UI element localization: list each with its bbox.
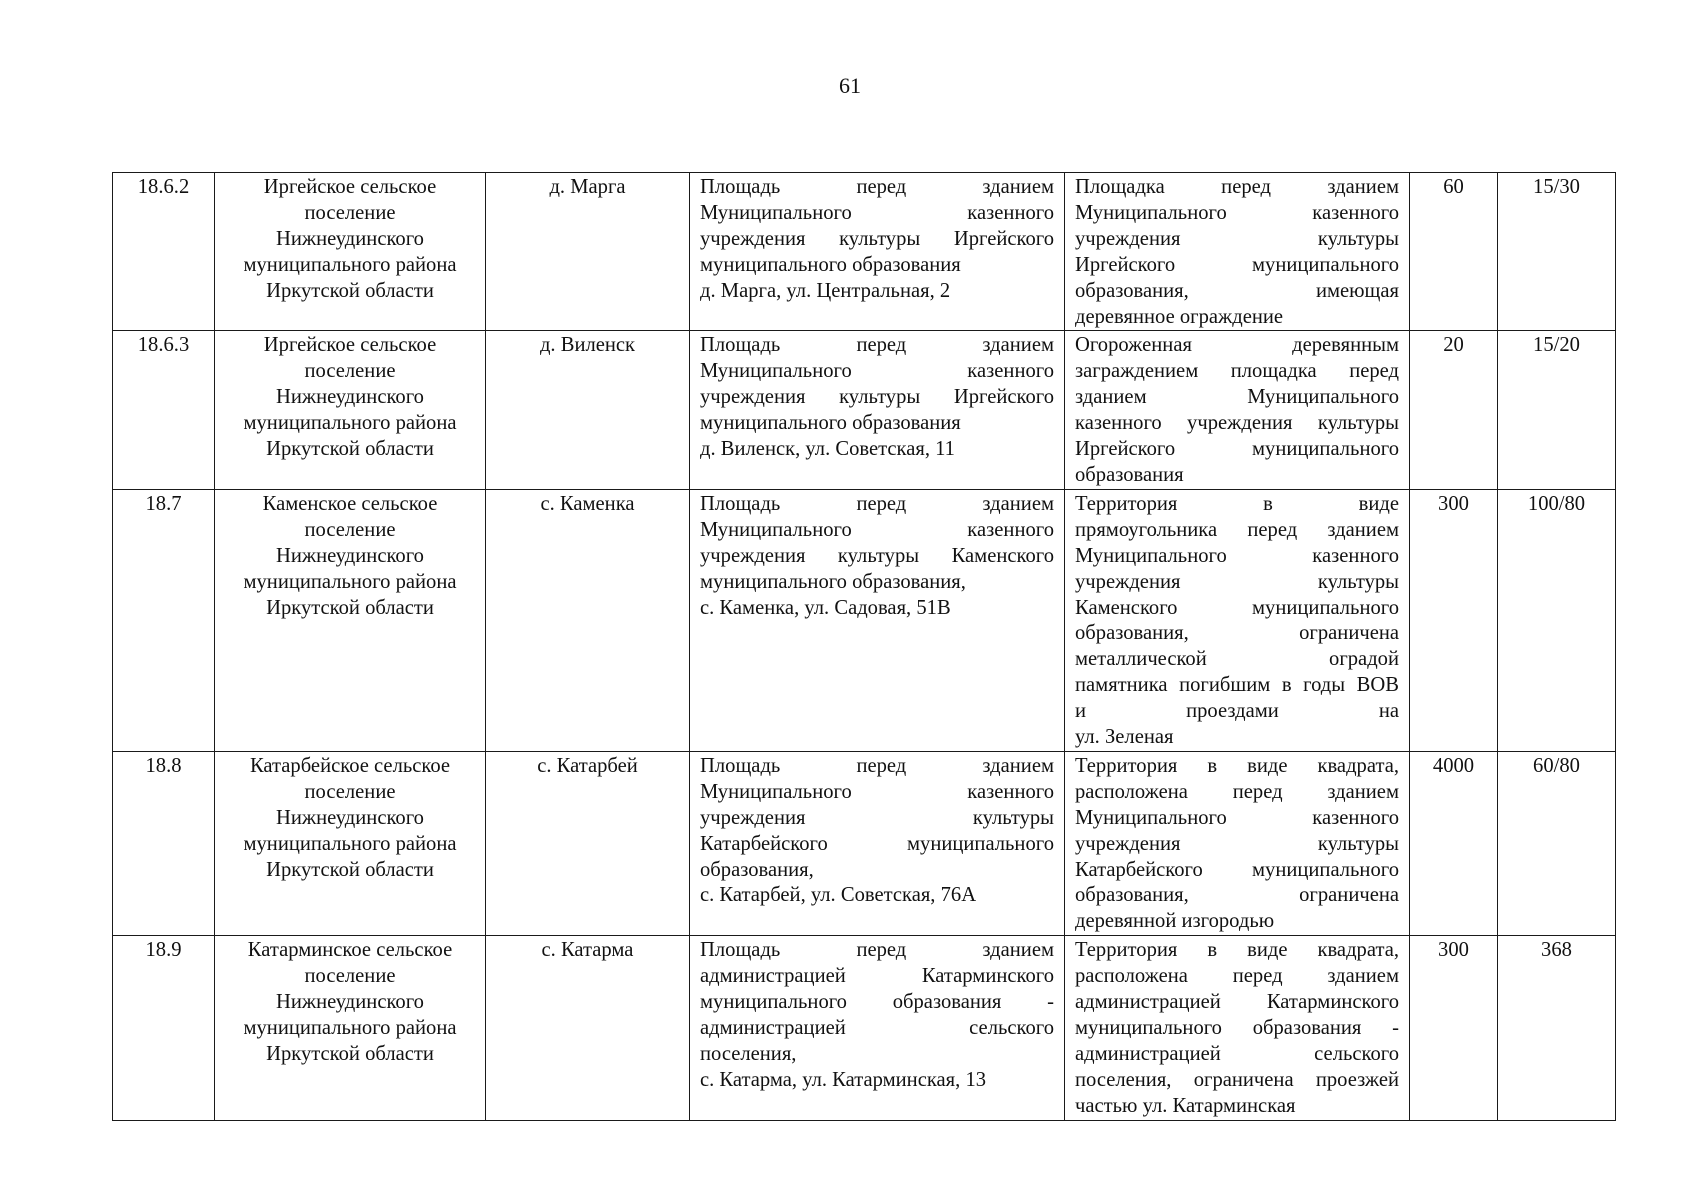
place-description-line: администрацией сельского [700,1017,1054,1039]
area-value: 300 [1410,936,1498,1120]
register-table [112,172,1616,1121]
place-description-line: д. Марга, ул. Центральная, 2 [700,279,951,302]
locality-name: д. Марга [486,173,690,331]
territory-description [1065,173,1410,331]
settlement-name-line: Иркутской области [266,438,434,461]
settlement-name-line: Нижнеудинского [276,544,424,567]
territory-description [1065,936,1410,1120]
dimensions-value: 15/30 [1498,173,1616,331]
place-description-line: Муниципального казенного [700,201,1054,224]
place-description-line: муниципального образования, [700,570,966,593]
territory-description-line: Территория в виде [1075,492,1399,515]
settlement-name-line: Нижнеудинского [276,806,424,829]
place-description-line: муниципального образования - [700,991,1054,1014]
area-value: 300 [1410,489,1498,751]
territory-description-line: частью ул. Катарминская [1075,1094,1296,1117]
settlement-name-line: муниципального района [243,412,457,435]
table-row [113,173,1616,331]
place-description-line: муниципального образования [700,412,961,435]
place-description [690,489,1065,751]
place-description-line: с. Катарма, ул. Катарминская, 13 [700,1068,987,1091]
place-description-line: учреждения культуры [700,806,1054,829]
territory-description-line: администрацией Катарминского [1075,991,1399,1014]
settlement-name-line: Иркутской области [266,858,434,881]
table-row [113,489,1616,751]
territory-description-line: учреждения культуры [1075,227,1399,250]
settlement-name-line: поселение [304,201,396,224]
place-description-line: Площадь перед зданием [700,176,1054,198]
settlement-name-line: муниципального района [243,832,457,855]
settlement-name-line: Иркутской области [266,279,434,302]
settlement-name-line: поселение [304,518,396,541]
locality-name: с. Катарма [486,936,690,1120]
dimensions-value: 100/80 [1498,489,1616,751]
place-description-line: Муниципального казенного [700,360,1054,383]
place-description-line: Муниципального казенного [700,780,1054,803]
place-description-line: поселения, [700,1042,797,1065]
place-description-line: д. Виленск, ул. Советская, 11 [700,438,955,461]
settlement-name-line: Иркутской области [266,596,434,619]
locality-name: с. Каменка [486,489,690,751]
settlement-name-line: муниципального района [243,253,457,276]
settlement-name-line: Каменское сельское [262,492,438,515]
place-description [690,751,1065,935]
place-description-line: Площадь перед зданием [700,334,1054,357]
area-value: 60 [1410,173,1498,331]
territory-description [1065,331,1410,489]
place-description-line: Площадь перед зданием [700,754,1054,777]
table-row [113,331,1616,489]
item-number: 18.8 [113,751,215,935]
area-value: 4000 [1410,751,1498,935]
dimensions-value: 60/80 [1498,751,1616,935]
locality-name: д. Виленск [486,331,690,489]
territory-description-line: учреждения культуры [1075,832,1399,855]
dimensions-value: 15/20 [1498,331,1616,489]
dimensions-value: 368 [1498,936,1616,1120]
table-row [113,936,1616,1120]
territory-description-line: зданием Муниципального [1075,386,1399,409]
territory-description-line: администрацией сельского [1075,1042,1399,1065]
place-description-line: Площадь перед зданием [700,939,1054,962]
territory-description-line: образования [1075,463,1184,486]
place-description-line: Площадь перед зданием [700,492,1054,515]
place-description-line: учреждения культуры Каменского [700,544,1054,567]
place-description-line: с. Катарбей, ул. Советская, 76А [700,884,977,907]
territory-description-line: Территория в виде квадрата, [1075,939,1399,962]
settlement-name-line: Нижнеудинского [276,991,424,1014]
territory-description-line: Муниципального казенного [1075,806,1399,829]
place-description-line: муниципального образования [700,253,961,276]
place-description-line: с. Каменка, ул. Садовая, 51В [700,596,951,619]
territory-description-line: муниципального образования - [1075,1017,1399,1039]
place-description-line: администрацией Катарминского [700,965,1054,988]
settlement-name [215,489,486,751]
territory-description-line: учреждения культуры [1075,570,1399,593]
territory-description-line: казенного учреждения культуры [1075,412,1399,435]
locality-name: с. Катарбей [486,751,690,935]
page-number: 61 [839,73,861,98]
settlement-name-line: Иркутской области [266,1042,434,1065]
territory-description-line: памятника погибшим в годы ВОВ [1075,674,1399,697]
item-number: 18.7 [113,489,215,751]
settlement-name-line: Иргейское сельское [263,334,437,357]
territory-description [1065,751,1410,935]
settlement-name-line: Нижнеудинского [276,386,424,409]
table-body [113,173,1616,1121]
territory-description-line: Иргейского муниципального [1075,253,1399,276]
territory-description-line: расположена перед зданием [1075,780,1399,803]
territory-description-line: Иргейского муниципального [1075,438,1399,461]
settlement-name-line: муниципального района [243,570,457,593]
place-description-line: учреждения культуры Иргейского [700,227,1054,250]
territory-description-line: расположена перед зданием [1075,965,1399,988]
settlement-name [215,173,486,331]
territory-description-line: поселения, ограничена проезжей [1075,1068,1399,1091]
settlement-name [215,936,486,1120]
place-description-line: образования, [700,858,814,881]
territory-description-line: металлической оградой [1075,648,1399,671]
place-description [690,936,1065,1120]
territory-description-line: образования, имеющая [1075,279,1399,302]
settlement-name-line: Нижнеудинского [276,227,424,250]
territory-description-line: Каменского муниципального [1075,596,1399,619]
settlement-name-line: Катарбейское сельское [249,754,451,777]
item-number: 18.6.2 [113,173,215,331]
place-description-line: учреждения культуры Иргейского [700,386,1054,409]
territory-description-line: образования, ограничена [1075,884,1399,907]
place-description-line: Муниципального казенного [700,518,1054,541]
territory-description-line: ул. Зеленая [1075,726,1174,749]
table-row [113,751,1616,935]
item-number: 18.6.3 [113,331,215,489]
territory-description-line: деревянной изгородью [1075,910,1275,933]
settlement-name-line: поселение [304,360,396,383]
territory-description-line: Территория в виде квадрата, [1075,754,1399,777]
territory-description-line: деревянное ограждение [1075,305,1284,328]
settlement-name-line: поселение [304,780,396,803]
settlement-name [215,751,486,935]
settlement-name-line: Катарминское сельское [247,939,453,962]
area-value: 20 [1410,331,1498,489]
settlement-name-line: муниципального района [243,1017,457,1039]
territory-description-line: Муниципального казенного [1075,201,1399,224]
territory-description-line: Катарбейского муниципального [1075,858,1399,881]
territory-description-line: заграждением площадка перед [1075,360,1399,383]
territory-description-line: образования, ограничена [1075,622,1399,645]
settlement-name-line: поселение [304,965,396,988]
territory-description-line: прямоугольника перед зданием [1075,518,1399,541]
place-description [690,331,1065,489]
place-description [690,173,1065,331]
territory-description-line: Площадка перед зданием [1075,176,1399,198]
territory-description-line: Муниципального казенного [1075,544,1399,567]
place-description-line: Катарбейского муниципального [700,832,1054,855]
settlement-name-line: Иргейское сельское [263,176,437,198]
settlement-name [215,331,486,489]
item-number: 18.9 [113,936,215,1120]
territory-description-line: Огороженная деревянным [1075,334,1399,357]
territory-description [1065,489,1410,751]
territory-description-line: и проездами на [1075,700,1399,723]
